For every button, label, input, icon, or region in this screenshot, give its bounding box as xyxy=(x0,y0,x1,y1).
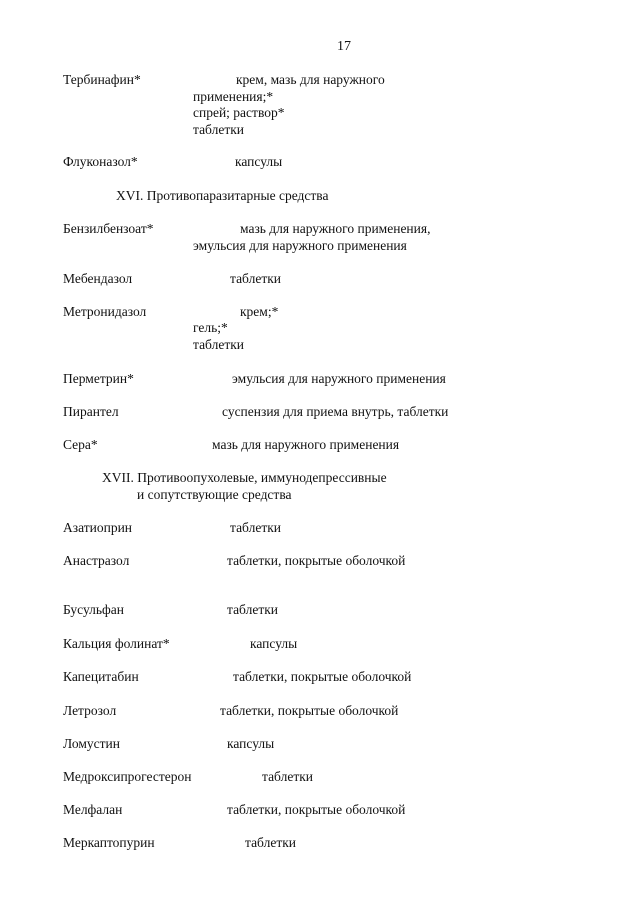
dosage-form: таблетки xyxy=(230,271,282,286)
dosage-form: таблетки xyxy=(193,337,245,352)
section-heading: и сопутствующие средства xyxy=(137,487,292,502)
drug-name: Меркаптопурин xyxy=(63,835,155,850)
drug-name: Пирантел xyxy=(63,404,119,419)
drug-name: Флуконазол* xyxy=(63,154,138,169)
dosage-form: гель;* xyxy=(193,320,228,335)
dosage-form: таблетки, покрытые оболочкой xyxy=(220,703,399,718)
drug-name: Кальция фолинат* xyxy=(63,636,170,651)
dosage-form: таблетки xyxy=(245,835,297,850)
section-heading: XVI. Противопаразитарные средства xyxy=(116,188,329,203)
dosage-form: таблетки, покрытые оболочкой xyxy=(233,669,412,684)
drug-name: Ломустин xyxy=(63,736,120,751)
dosage-form: эмульсия для наружного применения xyxy=(232,371,446,386)
drug-name: Медроксипрогестерон xyxy=(63,769,192,784)
dosage-form: таблетки, покрытые оболочкой xyxy=(227,553,406,568)
page-number: 17 xyxy=(337,39,351,54)
dosage-form: крем;* xyxy=(240,304,279,319)
drug-name: Мелфалан xyxy=(63,802,123,817)
dosage-form: таблетки xyxy=(230,520,282,535)
dosage-form: капсулы xyxy=(250,636,298,651)
dosage-form: суспензия для приема внутрь, таблетки xyxy=(222,404,449,419)
drug-name: Бусульфан xyxy=(63,602,124,617)
drug-name: Перметрин* xyxy=(63,371,134,386)
drug-name: Капецитабин xyxy=(63,669,139,684)
dosage-form: таблетки, покрытые оболочкой xyxy=(227,802,406,817)
drug-name: Мебендазол xyxy=(63,271,133,286)
drug-name: Сера* xyxy=(63,437,98,452)
section-heading: XVII. Противоопухолевые, иммунодепрессивные xyxy=(102,470,387,485)
dosage-form: крем, мазь для наружного xyxy=(236,72,385,87)
dosage-form: спрей; раствор* xyxy=(193,105,285,120)
dosage-form: таблетки xyxy=(193,122,245,137)
dosage-form: мазь для наружного применения xyxy=(212,437,400,452)
dosage-form: эмульсия для наружного применения xyxy=(193,238,407,253)
drug-name: Анастразол xyxy=(63,553,130,568)
dosage-form: таблетки xyxy=(262,769,314,784)
drug-name: Летрозол xyxy=(63,703,117,718)
dosage-form: мазь для наружного применения, xyxy=(240,221,431,236)
drug-name: Метронидазол xyxy=(63,304,147,319)
dosage-form: капсулы xyxy=(235,154,283,169)
dosage-form: таблетки xyxy=(227,602,279,617)
drug-name: Азатиоприн xyxy=(63,520,133,535)
drug-name: Бензилбензоат* xyxy=(63,221,154,236)
dosage-form: капсулы xyxy=(227,736,275,751)
drug-name: Тербинафин* xyxy=(63,72,141,87)
dosage-form: применения;* xyxy=(193,89,274,104)
